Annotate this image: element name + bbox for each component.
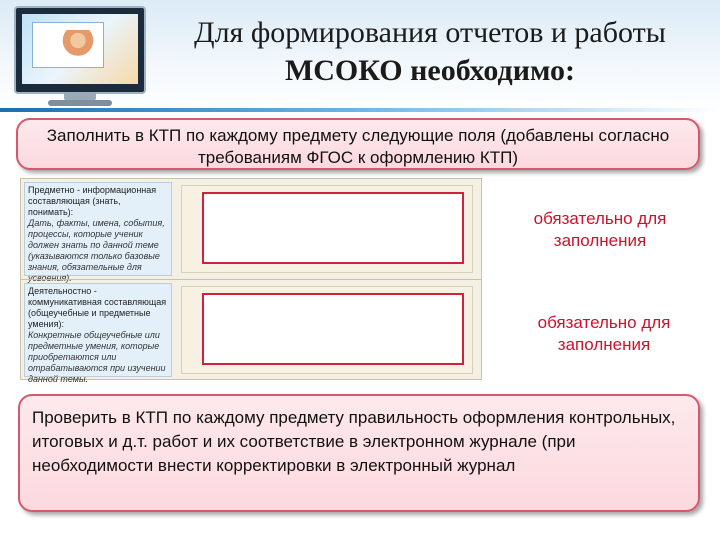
page-title <box>150 14 710 90</box>
form-row-label <box>24 283 172 384</box>
person-icon <box>62 30 94 60</box>
form-field-cell <box>181 286 473 374</box>
check-instruction-text: Проверить в КТП по каждому предмету правильность оформления контрольных, итоговых и д.т. работ и их соответствие в электронном журнале (при необходимости внести корректировки в электронный журнал <box>32 408 676 475</box>
ktp-form-screenshot <box>20 178 482 384</box>
field-hint: Дать, факты, имена, события, процессы, которые ученик должен знать по данной теме (указываются только базовые знания, обязательные для усвоения). <box>28 218 165 283</box>
check-instruction-callout <box>18 394 700 512</box>
page-title-line2: МСОКО необходимо: <box>284 54 576 87</box>
monitor-base <box>48 100 112 106</box>
form-row <box>21 279 481 384</box>
subject-info-textarea[interactable] <box>202 192 464 264</box>
page-title-line1: Для формирования отчетов и работы <box>194 16 666 49</box>
computer-monitor-icon <box>14 6 146 94</box>
monitor-stand <box>64 92 96 100</box>
activity-skills-textarea[interactable] <box>202 293 464 365</box>
form-field-cell <box>181 185 473 273</box>
required-note: обязательно для заполнения <box>533 209 667 250</box>
fill-instruction-callout <box>16 118 700 170</box>
required-note: обязательно для заполнения <box>537 313 671 354</box>
field-title: Деятельностно - коммуникативная составляющая (общеучебные и предметные умения): <box>28 286 167 329</box>
field-title: Предметно - информационная составляющая (знать, понимать): <box>28 185 157 217</box>
form-row-label <box>24 182 172 283</box>
field-hint: Конкретные общеучебные или предметные умения, которые приобретаются или отрабатываются при изучении данной темы. <box>28 330 166 384</box>
fill-instruction-text: Заполнить в КТП по каждому предмету следующие поля (добавлены согласно требованиям ФГОС к оформлению КТП) <box>46 126 670 167</box>
form-row <box>21 179 481 283</box>
header-divider <box>0 108 720 112</box>
monitor-screen <box>22 14 138 84</box>
